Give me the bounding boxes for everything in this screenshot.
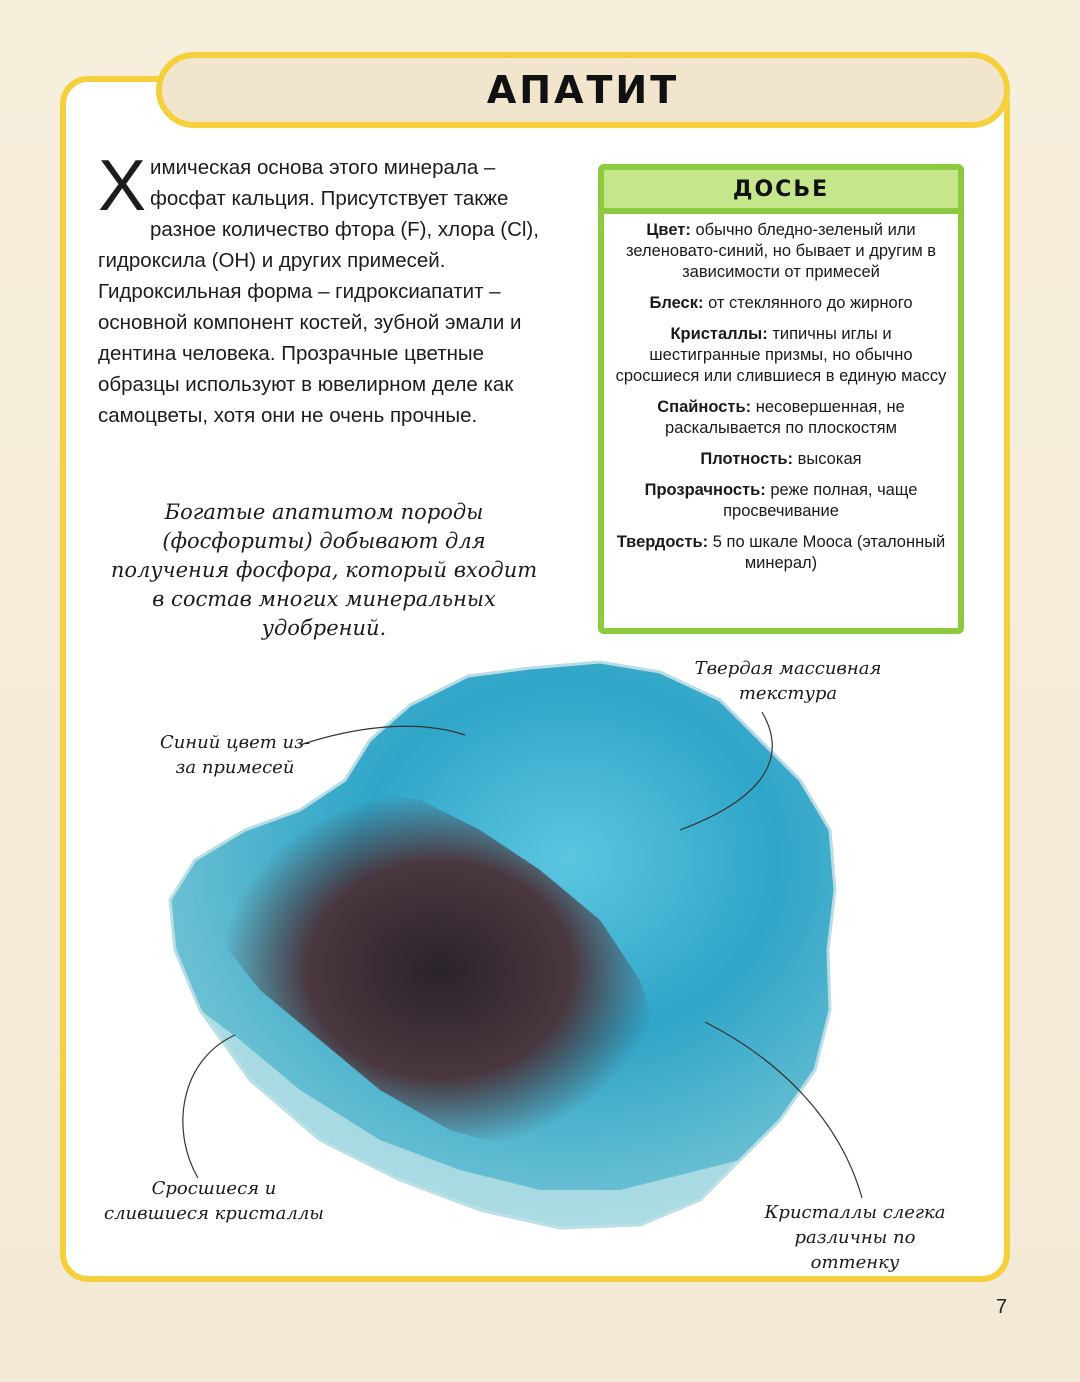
dossier-heading: ДОСЬЕ <box>732 176 830 202</box>
main-paragraph-text: имическая основа этого минерала – фосфат кальция. Присутствует также разное количество фтора (F), хлора (Cl), гидроксила (OH) и других примесей. Гидроксильная форма – гидроксиапатит – основной компонент костей, зубной эмали и дентина человека. Прозрачные цветные образцы используют в ювелирном деле как самоцветы, хотя они не очень прочные. <box>98 156 539 427</box>
label-shade: Кристаллы слегка различны по оттенку <box>764 1202 946 1273</box>
dossier-value: высокая <box>797 450 862 468</box>
dossier-label: Прозрачность: <box>644 481 766 499</box>
dossier-label: Спайность: <box>657 398 752 416</box>
dossier-value: реже полная, чаще просвечивание <box>723 481 918 520</box>
leader-line-fused <box>183 1035 235 1178</box>
dossier-label: Блеск: <box>649 294 704 312</box>
label-blue-color: Синий цвет из-за примесей <box>159 732 311 778</box>
label-fused-crystals: Сросшиеся и слившиеся кристаллы <box>104 1178 324 1224</box>
dossier-value: типичны иглы и шестигранные призмы, но обычно сросшиеся или слившиеся в единую массу <box>615 325 947 385</box>
page-number: 7 <box>996 1296 1008 1318</box>
dossier-value: от стеклянного до жирного <box>708 294 913 312</box>
drop-cap: Х <box>98 146 147 226</box>
page-title: АПАТИТ <box>486 68 680 112</box>
dossier-label: Плотность: <box>700 450 794 468</box>
dossier-value: несовершенная, не раскалывается по плоскостям <box>665 398 905 437</box>
label-texture: Твердая массивная текстура <box>694 658 882 704</box>
handwritten-note: Богатые апатитом породы (фосфориты) добывают для получения фосфора, который входит в состав многих минеральных удобрений. <box>110 500 538 640</box>
dossier-value: 5 по шкале Мооса (эталонный минерал) <box>712 533 946 572</box>
dossier-value: обычно бледно-зеленый или зеленовато-синий, но бывает и другим в зависимости от примесей <box>625 221 937 281</box>
dossier-label: Кристаллы: <box>670 325 768 343</box>
dossier-label: Цвет: <box>646 221 691 239</box>
dossier-label: Твердость: <box>616 533 709 551</box>
